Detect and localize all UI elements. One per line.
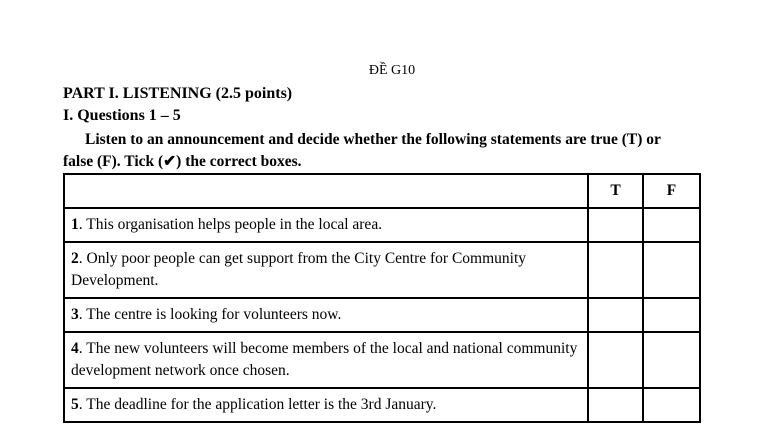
statement-column-header: [64, 174, 588, 208]
table-row: [64, 332, 700, 388]
true-checkbox[interactable]: [588, 208, 643, 242]
statement-number: 4: [71, 340, 79, 357]
statement-text: . The deadline for the application letter is the 3rd January.: [78, 396, 437, 413]
statement-text: . The centre is looking for volunteers now.: [78, 306, 342, 323]
table-row: [64, 208, 700, 242]
false-checkbox[interactable]: [643, 242, 700, 298]
false-checkbox[interactable]: [643, 298, 700, 332]
false-checkbox[interactable]: [643, 332, 700, 388]
section-title: I. Questions 1 – 5: [63, 107, 181, 124]
statement-number: 1: [71, 216, 79, 233]
true-false-table: [63, 173, 701, 423]
statement-text: . The new volunteers will become members of the local and national community development network once chosen.: [71, 340, 578, 379]
false-checkbox[interactable]: [643, 388, 700, 422]
false-checkbox[interactable]: [643, 208, 700, 242]
statement-cell: [64, 298, 588, 332]
statement-cell: [64, 242, 588, 298]
table-row: [64, 388, 700, 422]
true-checkbox[interactable]: [588, 388, 643, 422]
statement-text: . This organisation helps people in the local area.: [78, 216, 383, 233]
table-row: [64, 298, 700, 332]
table-header-row: [64, 174, 700, 208]
statement-cell: [64, 208, 588, 242]
true-checkbox[interactable]: [588, 298, 643, 332]
statement-cell: [64, 388, 588, 422]
instruction-line-2: false (F). Tick (✔) the correct boxes.: [63, 153, 302, 170]
part-title: PART I. LISTENING (2.5 points): [63, 85, 293, 102]
statement-number: 3: [71, 306, 79, 323]
true-checkbox[interactable]: [588, 242, 643, 298]
statement-number: 2: [71, 250, 79, 267]
true-checkbox[interactable]: [588, 332, 643, 388]
instruction-line-1: Listen to an announcement and decide whether the following statements are true (T) or: [85, 131, 661, 148]
statement-text: . Only poor people can get support from the City Centre for Community Development.: [71, 250, 527, 289]
test-code: ĐỀ G10: [368, 63, 416, 78]
table-row: [64, 242, 700, 298]
statement-cell: [64, 332, 588, 388]
statement-number: 5: [71, 396, 79, 413]
true-column-header: T: [588, 174, 643, 208]
false-column-header: F: [643, 174, 700, 208]
